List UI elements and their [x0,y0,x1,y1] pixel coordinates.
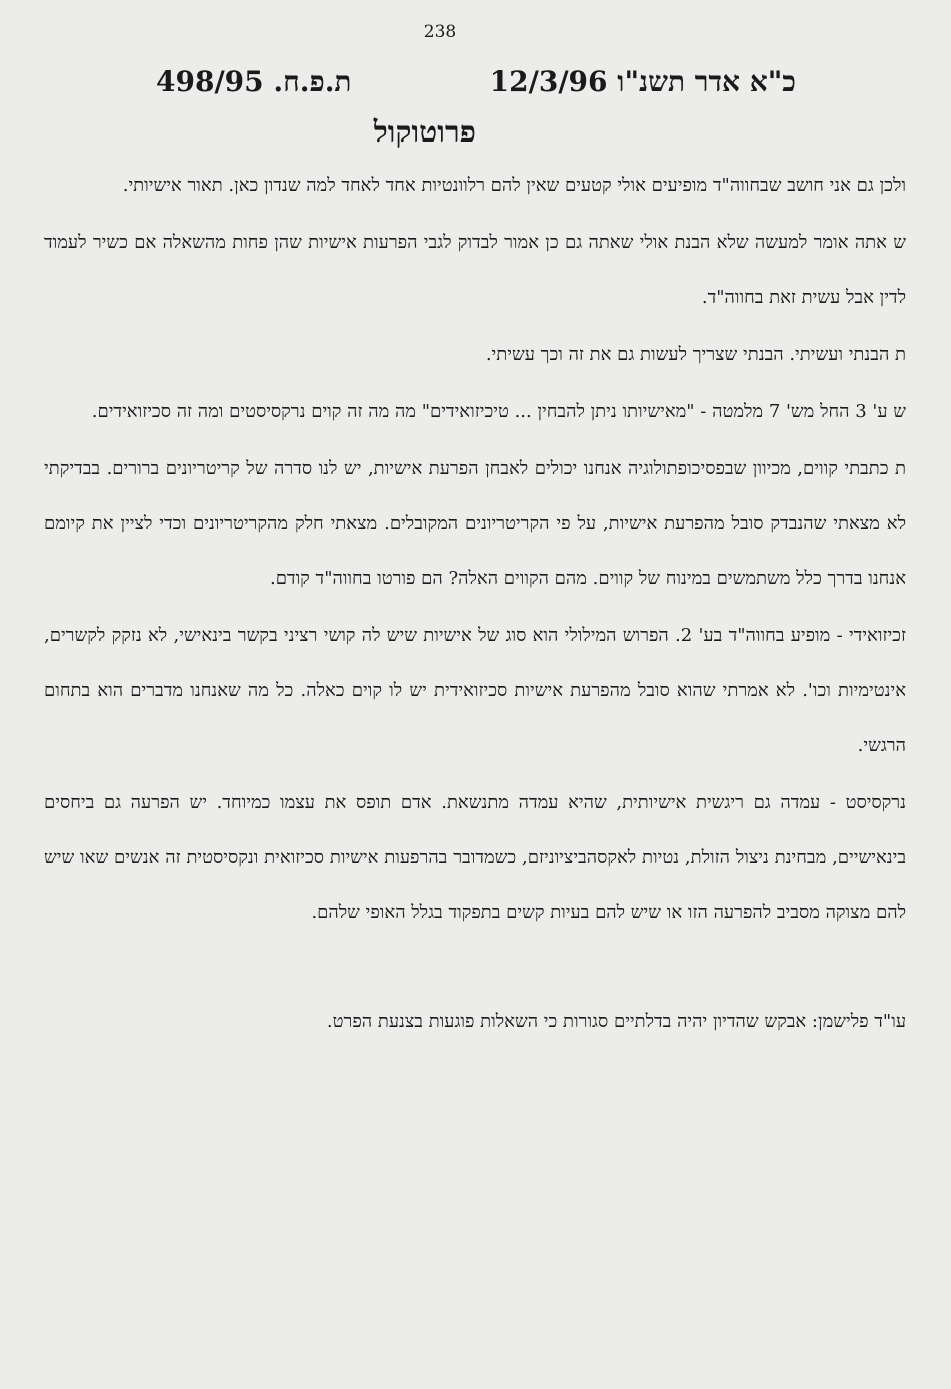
document-header [156,62,796,102]
paragraph: ש ע' 3 החל מש' 7 מלמטה - "מאישיותו ניתן להבחין ... טיכיזואידים" מה מה זה קוים נרקסיסטים ומה זה סכיזואידים. [91,401,906,422]
paragraph: ת הבנתי ועשיתי. הבנתי שצריך לעשות גם את זה וכך עשיתי. [485,344,906,365]
document-title: פרוטוקול [373,115,476,150]
case-reference [156,62,352,102]
paragraph: זכיזואידי - מופיע בחווה"ד בע' 2. הפרוש המילולי הוא סוג של אישיות שיש לה קושי רציני בקשר בינאישי, לא נזקק לקשרים, אינטימיות וכו'. לא אמרתי שהוא סובל מהפרעת אישיות סכיזואידית יש לו קוים כאלה. כל מה שאנחנו מדברים הוא בתחום הרגשי. [44,625,906,756]
header-date [490,62,796,102]
page-number: 238 [423,22,457,42]
case-prefix: ת.פ.ח. [273,65,352,98]
hebrew-date: כ"א אדר תשנ"ו [617,65,796,98]
paragraph: ת כתבתי קווים, מכיוון שבפסיכופתולוגיה אנחנו יכולים לאבחן הפרעת אישיות, יש לנו סדרה של קריטריונים ברורים. בבדיקתי לא מצאתי שהנבדק סובל מהפרעת אישיות, על פי הקריטריונים המקובלים. מצאתי חלק מהקריטריונים וכדי לציין את קיומם אנחנו בדרך כלל משתמשים במינוח של קווים. מהם הקווים האלה? הם פורטו בחווה"ד קודם. [44,458,906,589]
paragraph: ולכן גם אני חושב שבחווה"ד מופיעים אולי קטעים שאין להם רלוונטיות אחד לאחד למה שנדון כאן. תאור אישיותי. [122,175,906,196]
case-number: 498/95 [156,65,264,98]
gregorian-date: 12/3/96 [489,65,608,98]
paragraph: עו"ד פלישמן: אבקש שהדיון יהיה בדלתיים סגורות כי השאלות פוגעות בצנעת הפרט. [326,1011,906,1032]
paragraph: נרקסיסט - עמדה גם ריגשית אישיותית, שהיא עמדה מתנשאת. אדם תופס את עצמו כמיוחד. יש הפרעה גם ביחסים בינאישיים, מבחינת ניצול הזולת, נטיות לאקסהביציוניזם, כשמדובר בהרפעות אישיות סכיזואית ונקסיסטית זה אנשים שאו שיש להם מצוקה מסביב להפרעה הזו או שיש להם בעיות קשים בתפקוד בגלל האופי שלהם. [44,792,906,923]
protocol-body [44,158,906,1051]
paragraph: ש אתה אומר למעשה שלא הבנת אולי שאתה גם כן אמור לבדוק לגבי הפרעות אישיות שהן פחות מהשאלה אם כשיר לעמוד לדין אבל עשית זאת בחווה"ד. [44,232,906,308]
